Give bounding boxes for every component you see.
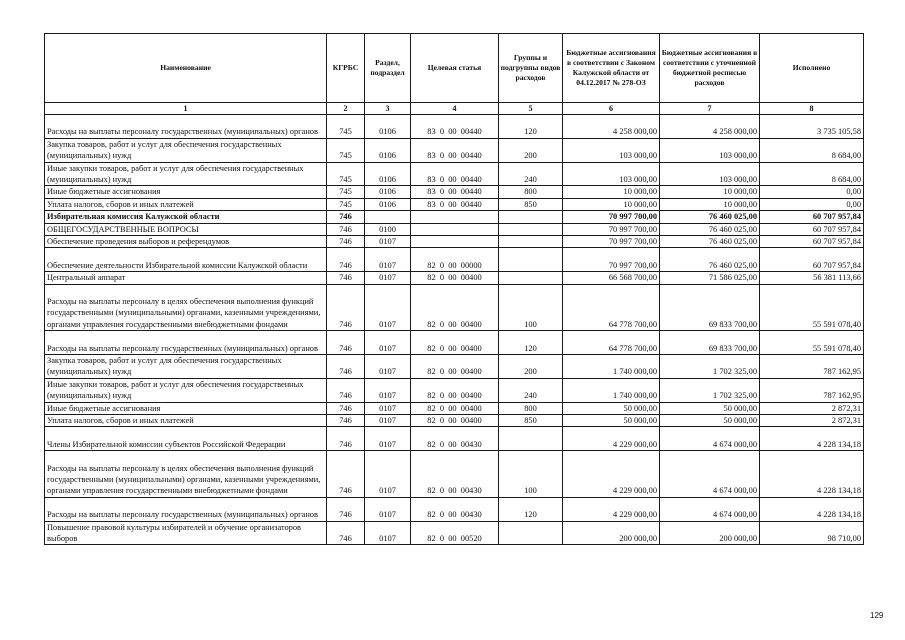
row-revised-amount: 200 000,00 bbox=[660, 521, 760, 545]
row-revised-amount: 76 460 025,00 bbox=[660, 248, 760, 272]
row-revised-amount: 103 000,00 bbox=[660, 162, 760, 186]
row-section-cell: 0107 bbox=[365, 272, 411, 284]
row-group-cell: 800 bbox=[499, 402, 563, 414]
row-target-cell: 82 0 00 00400 bbox=[411, 378, 499, 402]
row-executed-amount: 98 710,00 bbox=[760, 521, 864, 545]
row-kgrbs-cell: 746 bbox=[327, 211, 365, 223]
table-row bbox=[45, 138, 864, 162]
row-law-amount: 1 740 000,00 bbox=[563, 355, 660, 379]
row-executed-amount: 787 162,95 bbox=[760, 355, 864, 379]
row-section-cell: 0106 bbox=[365, 115, 411, 139]
row-kgrbs-cell: 746 bbox=[327, 402, 365, 414]
row-section-cell: 0107 bbox=[365, 378, 411, 402]
table-row bbox=[45, 248, 864, 272]
row-law-amount: 70 997 700,00 bbox=[563, 211, 660, 223]
row-name-cell: Расходы на выплаты персоналу в целях обеспечения выполнения функций государственными (муниципальными) органами, казенными учреждениями, органами управления государственными внебюджетными фондами bbox=[45, 284, 327, 331]
row-group-cell bbox=[499, 236, 563, 248]
row-target-cell: 83 0 00 00440 bbox=[411, 115, 499, 139]
row-target-cell: 82 0 00 00400 bbox=[411, 284, 499, 331]
column-number: 1 bbox=[45, 103, 327, 115]
row-executed-amount: 4 228 134,18 bbox=[760, 427, 864, 451]
row-group-cell bbox=[499, 521, 563, 545]
row-law-amount: 103 000,00 bbox=[563, 162, 660, 186]
row-group-cell bbox=[499, 223, 563, 235]
header-revised-allocation: Бюджетные ассигнования в соответствии с уточненной бюджетной росписью расходов bbox=[660, 34, 760, 103]
row-group-cell: 120 bbox=[499, 331, 563, 355]
row-section-cell: 0100 bbox=[365, 223, 411, 235]
row-target-cell bbox=[411, 236, 499, 248]
header-row bbox=[45, 34, 864, 103]
row-executed-amount: 3 735 105,58 bbox=[760, 115, 864, 139]
row-group-cell: 850 bbox=[499, 415, 563, 427]
row-kgrbs-cell: 746 bbox=[327, 331, 365, 355]
row-name-cell: Иные закупки товаров, работ и услуг для обеспечения государственных (муниципальных) нужд bbox=[45, 162, 327, 186]
column-number: 2 bbox=[327, 103, 365, 115]
row-executed-amount: 60 707 957,84 bbox=[760, 248, 864, 272]
table-row bbox=[45, 427, 864, 451]
header-name: Наименование bbox=[45, 34, 327, 103]
column-number: 5 bbox=[499, 103, 563, 115]
row-target-cell: 82 0 00 00400 bbox=[411, 402, 499, 414]
table-row bbox=[45, 162, 864, 186]
row-executed-amount: 4 228 134,18 bbox=[760, 497, 864, 521]
row-kgrbs-cell: 745 bbox=[327, 115, 365, 139]
row-group-cell: 100 bbox=[499, 451, 563, 498]
row-kgrbs-cell: 745 bbox=[327, 138, 365, 162]
row-name-cell: Обеспечение проведения выборов и референдумов bbox=[45, 236, 327, 248]
row-kgrbs-cell: 746 bbox=[327, 284, 365, 331]
row-section-cell: 0106 bbox=[365, 162, 411, 186]
column-number: 8 bbox=[760, 103, 864, 115]
row-executed-amount: 2 872,31 bbox=[760, 415, 864, 427]
row-target-cell: 82 0 00 00400 bbox=[411, 415, 499, 427]
row-name-cell: ОБЩЕГОСУДАРСТВЕННЫЕ ВОПРОСЫ bbox=[45, 223, 327, 235]
row-target-cell: 83 0 00 00440 bbox=[411, 198, 499, 210]
row-kgrbs-cell: 746 bbox=[327, 497, 365, 521]
row-name-cell: Избирательная комиссия Калужской области bbox=[45, 211, 327, 223]
row-section-cell: 0107 bbox=[365, 331, 411, 355]
table-row bbox=[45, 211, 864, 223]
row-name-cell: Закупка товаров, работ и услуг для обеспечения государственных (муниципальных) нужд bbox=[45, 355, 327, 379]
row-law-amount: 1 740 000,00 bbox=[563, 378, 660, 402]
row-kgrbs-cell: 745 bbox=[327, 186, 365, 198]
row-revised-amount: 4 258 000,00 bbox=[660, 115, 760, 139]
table-row bbox=[45, 355, 864, 379]
row-law-amount: 4 229 000,00 bbox=[563, 451, 660, 498]
row-executed-amount: 8 684,00 bbox=[760, 162, 864, 186]
row-executed-amount: 55 591 078,40 bbox=[760, 284, 864, 331]
row-kgrbs-cell: 746 bbox=[327, 248, 365, 272]
row-target-cell: 82 0 00 00000 bbox=[411, 248, 499, 272]
row-executed-amount: 4 228 134,18 bbox=[760, 451, 864, 498]
row-revised-amount: 50 000,00 bbox=[660, 402, 760, 414]
row-law-amount: 4 258 000,00 bbox=[563, 115, 660, 139]
row-revised-amount: 71 586 025,00 bbox=[660, 272, 760, 284]
table-row bbox=[45, 451, 864, 498]
table-header bbox=[45, 34, 864, 115]
row-name-cell: Иные закупки товаров, работ и услуг для обеспечения государственных (муниципальных) нужд bbox=[45, 378, 327, 402]
row-target-cell: 82 0 00 00400 bbox=[411, 272, 499, 284]
row-target-cell: 82 0 00 00520 bbox=[411, 521, 499, 545]
row-group-cell bbox=[499, 427, 563, 451]
row-law-amount: 103 000,00 bbox=[563, 138, 660, 162]
row-law-amount: 10 000,00 bbox=[563, 198, 660, 210]
row-law-amount: 4 229 000,00 bbox=[563, 427, 660, 451]
row-kgrbs-cell: 746 bbox=[327, 236, 365, 248]
row-executed-amount: 2 872,31 bbox=[760, 402, 864, 414]
row-name-cell: Закупка товаров, работ и услуг для обеспечения государственных (муниципальных) нужд bbox=[45, 138, 327, 162]
row-executed-amount: 60 707 957,84 bbox=[760, 211, 864, 223]
row-group-cell bbox=[499, 248, 563, 272]
row-section-cell: 0106 bbox=[365, 138, 411, 162]
row-executed-amount: 60 707 957,84 bbox=[760, 236, 864, 248]
row-revised-amount: 69 833 700,00 bbox=[660, 284, 760, 331]
row-target-cell: 82 0 00 00430 bbox=[411, 427, 499, 451]
row-section-cell: 0107 bbox=[365, 451, 411, 498]
column-number: 3 bbox=[365, 103, 411, 115]
row-name-cell: Обеспечение деятельности Избирательной комиссии Калужской области bbox=[45, 248, 327, 272]
row-law-amount: 70 997 700,00 bbox=[563, 223, 660, 235]
row-group-cell: 100 bbox=[499, 284, 563, 331]
row-kgrbs-cell: 746 bbox=[327, 272, 365, 284]
header-section: Раздел, подраздел bbox=[365, 34, 411, 103]
row-revised-amount: 76 460 025,00 bbox=[660, 211, 760, 223]
header-kgrbs: КГРБС bbox=[327, 34, 365, 103]
row-revised-amount: 76 460 025,00 bbox=[660, 236, 760, 248]
table-row bbox=[45, 198, 864, 210]
row-target-cell: 82 0 00 00430 bbox=[411, 497, 499, 521]
row-section-cell: 0107 bbox=[365, 284, 411, 331]
table-row bbox=[45, 186, 864, 198]
row-target-cell: 83 0 00 00440 bbox=[411, 186, 499, 198]
row-executed-amount: 0,00 bbox=[760, 186, 864, 198]
row-kgrbs-cell: 746 bbox=[327, 378, 365, 402]
row-kgrbs-cell: 746 bbox=[327, 415, 365, 427]
row-law-amount: 64 778 700,00 bbox=[563, 284, 660, 331]
row-law-amount: 4 229 000,00 bbox=[563, 497, 660, 521]
column-number: 4 bbox=[411, 103, 499, 115]
row-name-cell: Иные бюджетные ассигнования bbox=[45, 402, 327, 414]
row-section-cell: 0107 bbox=[365, 415, 411, 427]
row-name-cell: Центральный аппарат bbox=[45, 272, 327, 284]
row-target-cell: 82 0 00 00400 bbox=[411, 355, 499, 379]
row-kgrbs-cell: 746 bbox=[327, 355, 365, 379]
table-body bbox=[45, 115, 864, 545]
row-name-cell: Расходы на выплаты персоналу государственных (муниципальных) органов bbox=[45, 331, 327, 355]
row-group-cell: 120 bbox=[499, 497, 563, 521]
row-executed-amount: 787 162,95 bbox=[760, 378, 864, 402]
table-row bbox=[45, 272, 864, 284]
row-name-cell: Повышение правовой культуры избирателей и обучение организаторов выборов bbox=[45, 521, 327, 545]
row-kgrbs-cell: 746 bbox=[327, 427, 365, 451]
row-kgrbs-cell: 746 bbox=[327, 521, 365, 545]
row-group-cell: 800 bbox=[499, 186, 563, 198]
header-executed: Исполнено bbox=[760, 34, 864, 103]
table-row bbox=[45, 402, 864, 414]
row-executed-amount: 8 684,00 bbox=[760, 138, 864, 162]
row-revised-amount: 1 702 325,00 bbox=[660, 355, 760, 379]
row-revised-amount: 10 000,00 bbox=[660, 198, 760, 210]
row-revised-amount: 69 833 700,00 bbox=[660, 331, 760, 355]
page-number: 129 bbox=[870, 611, 884, 620]
row-revised-amount: 4 674 000,00 bbox=[660, 427, 760, 451]
row-law-amount: 70 997 700,00 bbox=[563, 248, 660, 272]
table-row bbox=[45, 497, 864, 521]
row-name-cell: Члены Избирательной комиссии субъектов Российской Федерации bbox=[45, 427, 327, 451]
row-group-cell: 240 bbox=[499, 162, 563, 186]
table-row bbox=[45, 415, 864, 427]
row-section-cell: 0107 bbox=[365, 248, 411, 272]
table-row bbox=[45, 331, 864, 355]
row-name-cell: Иные бюджетные ассигнования bbox=[45, 186, 327, 198]
row-revised-amount: 103 000,00 bbox=[660, 138, 760, 162]
budget-execution-table bbox=[44, 33, 864, 545]
row-name-cell: Расходы на выплаты персоналу государственных (муниципальных) органов bbox=[45, 497, 327, 521]
row-group-cell: 120 bbox=[499, 115, 563, 139]
row-target-cell: 83 0 00 00440 bbox=[411, 138, 499, 162]
row-law-amount: 64 778 700,00 bbox=[563, 331, 660, 355]
row-group-cell: 200 bbox=[499, 138, 563, 162]
row-target-cell: 82 0 00 00400 bbox=[411, 331, 499, 355]
row-revised-amount: 4 674 000,00 bbox=[660, 497, 760, 521]
row-group-cell bbox=[499, 211, 563, 223]
row-section-cell: 0107 bbox=[365, 427, 411, 451]
row-revised-amount: 76 460 025,00 bbox=[660, 223, 760, 235]
row-section-cell: 0107 bbox=[365, 521, 411, 545]
row-revised-amount: 10 000,00 bbox=[660, 186, 760, 198]
row-law-amount: 200 000,00 bbox=[563, 521, 660, 545]
row-name-cell: Расходы на выплаты персоналу государственных (муниципальных) органов bbox=[45, 115, 327, 139]
row-kgrbs-cell: 745 bbox=[327, 198, 365, 210]
table-row bbox=[45, 284, 864, 331]
row-target-cell: 82 0 00 00430 bbox=[411, 451, 499, 498]
table-row bbox=[45, 223, 864, 235]
row-law-amount: 50 000,00 bbox=[563, 402, 660, 414]
row-section-cell: 0107 bbox=[365, 402, 411, 414]
header-target-article: Целевая статья bbox=[411, 34, 499, 103]
header-law-allocation: Бюджетные ассигнования в соответствии с Законом Калужской области от 04.12.2017 № 278-ОЗ bbox=[563, 34, 660, 103]
column-number-row bbox=[45, 103, 864, 115]
row-section-cell: 0107 bbox=[365, 497, 411, 521]
row-section-cell: 0106 bbox=[365, 198, 411, 210]
header-expense-group: Группы и подгруппы видов расходов bbox=[499, 34, 563, 103]
row-name-cell: Уплата налогов, сборов и иных платежей bbox=[45, 198, 327, 210]
row-kgrbs-cell: 746 bbox=[327, 451, 365, 498]
row-executed-amount: 60 707 957,84 bbox=[760, 223, 864, 235]
row-law-amount: 66 568 700,00 bbox=[563, 272, 660, 284]
row-name-cell: Уплата налогов, сборов и иных платежей bbox=[45, 415, 327, 427]
row-group-cell bbox=[499, 272, 563, 284]
row-kgrbs-cell: 746 bbox=[327, 223, 365, 235]
column-number: 7 bbox=[660, 103, 760, 115]
row-group-cell: 240 bbox=[499, 378, 563, 402]
table-row bbox=[45, 521, 864, 545]
row-section-cell bbox=[365, 211, 411, 223]
table-row bbox=[45, 378, 864, 402]
row-revised-amount: 1 702 325,00 bbox=[660, 378, 760, 402]
row-target-cell bbox=[411, 211, 499, 223]
row-group-cell: 200 bbox=[499, 355, 563, 379]
row-revised-amount: 50 000,00 bbox=[660, 415, 760, 427]
row-executed-amount: 55 591 078,40 bbox=[760, 331, 864, 355]
row-section-cell: 0107 bbox=[365, 236, 411, 248]
row-revised-amount: 4 674 000,00 bbox=[660, 451, 760, 498]
row-law-amount: 70 997 700,00 bbox=[563, 236, 660, 248]
row-law-amount: 10 000,00 bbox=[563, 186, 660, 198]
row-section-cell: 0106 bbox=[365, 186, 411, 198]
row-executed-amount: 56 381 113,66 bbox=[760, 272, 864, 284]
row-executed-amount: 0,00 bbox=[760, 198, 864, 210]
row-section-cell: 0107 bbox=[365, 355, 411, 379]
row-target-cell bbox=[411, 223, 499, 235]
column-number: 6 bbox=[563, 103, 660, 115]
row-kgrbs-cell: 745 bbox=[327, 162, 365, 186]
row-name-cell: Расходы на выплаты персоналу в целях обеспечения выполнения функций государственными (муниципальными) органами, казенными учреждениями, органами управления государственными внебюджетными фондами bbox=[45, 451, 327, 498]
table-row bbox=[45, 236, 864, 248]
table-row bbox=[45, 115, 864, 139]
row-target-cell: 83 0 00 00440 bbox=[411, 162, 499, 186]
row-law-amount: 50 000,00 bbox=[563, 415, 660, 427]
row-group-cell: 850 bbox=[499, 198, 563, 210]
